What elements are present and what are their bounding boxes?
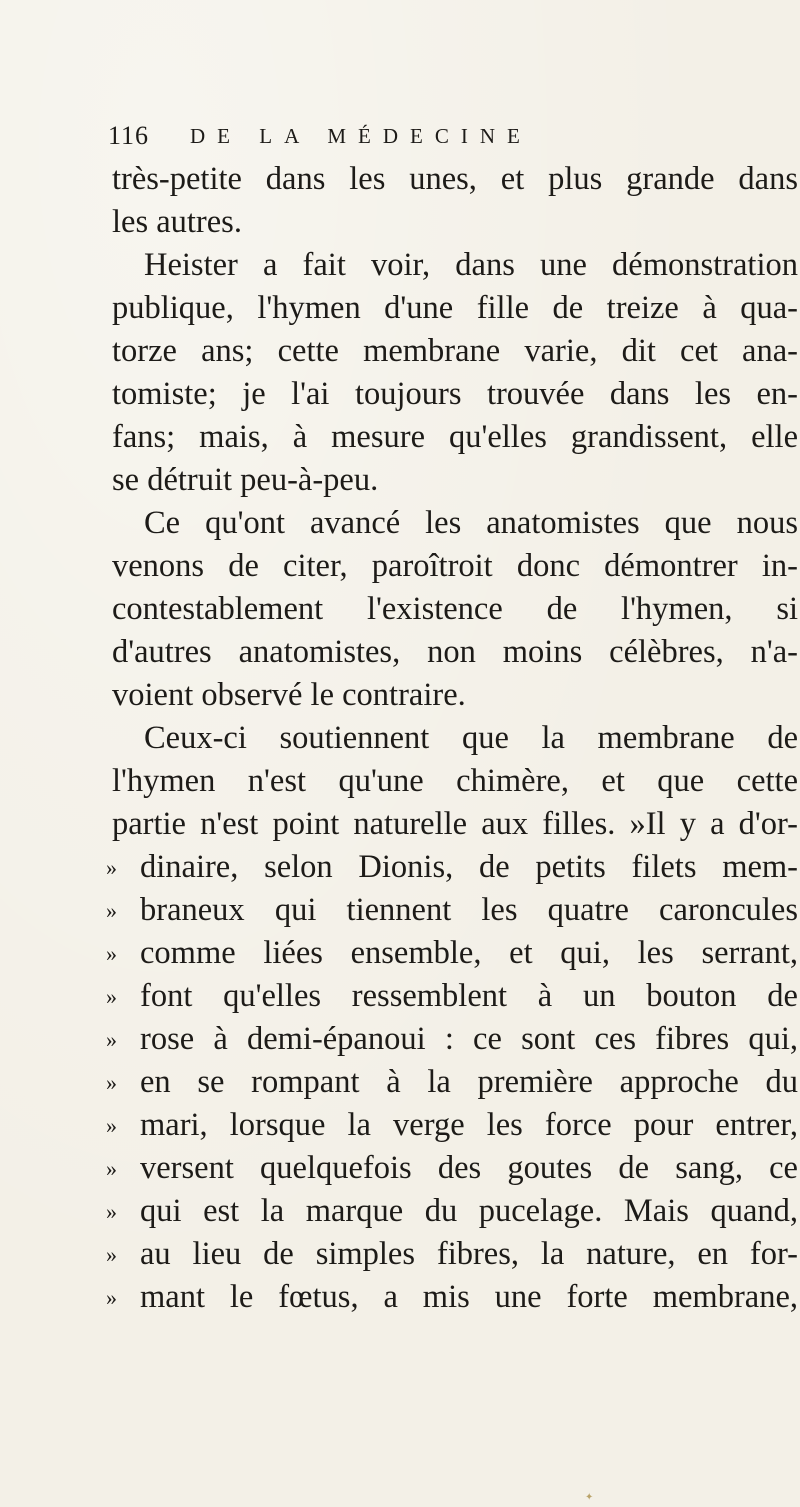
quotation-mark: »	[106, 1199, 117, 1224]
text-line	[112, 287, 798, 330]
text-line	[112, 201, 798, 244]
text-line	[112, 760, 798, 803]
text-line	[112, 459, 798, 502]
text-line	[112, 373, 798, 416]
text-line	[112, 545, 798, 588]
text-line	[112, 416, 798, 459]
page-number: 116	[108, 121, 150, 150]
ink-speck: ✦	[585, 1492, 594, 1503]
quotation-mark: »	[106, 984, 117, 1009]
text-line	[106, 975, 798, 1018]
line-text: en se rompant à la première approche du	[140, 1064, 798, 1100]
quotation-mark: »	[106, 1113, 117, 1138]
text-line	[106, 889, 798, 932]
text-line	[106, 1018, 798, 1061]
line-text: tomiste; je l'ai toujours trouvée dans les en-	[112, 376, 798, 412]
text-line	[106, 1190, 798, 1233]
line-text: comme liées ensemble, et qui, les serrant,	[140, 935, 798, 971]
line-text: mant le fœtus, a mis une forte membrane,	[140, 1279, 798, 1315]
line-text: contestablement l'existence de l'hymen, si	[112, 591, 798, 627]
text-line	[112, 330, 798, 373]
line-text: fans; mais, à mesure qu'elles grandissent, elle	[112, 419, 798, 455]
quotation-mark: »	[106, 1027, 117, 1052]
text-line	[112, 674, 798, 717]
line-text: au lieu de simples fibres, la nature, en for-	[140, 1236, 798, 1272]
line-text: très-petite dans les unes, et plus grande dans	[112, 161, 798, 197]
page-header	[108, 116, 798, 156]
line-text: se détruit peu-à-peu.	[112, 462, 379, 498]
text-line	[106, 846, 798, 889]
text-line	[106, 932, 798, 975]
line-text: les autres.	[112, 204, 242, 240]
line-text: partie n'est point naturelle aux filles. »Il y a d'or-	[112, 806, 798, 842]
quotation-mark: »	[106, 855, 117, 880]
line-text: rose à demi-épanoui : ce sont ces fibres qui,	[140, 1021, 798, 1057]
line-text: dinaire, selon Dionis, de petits filets mem-	[140, 849, 798, 885]
line-text: braneux qui tiennent les quatre caroncules	[140, 892, 798, 928]
text-line	[106, 1104, 798, 1147]
running-head: DE LA MÉDECINE	[190, 123, 532, 148]
line-text: publique, l'hymen d'une fille de treize à qua-	[112, 290, 798, 326]
line-text: Ce qu'ont avancé les anatomistes que nous	[144, 505, 798, 541]
quotation-mark: »	[106, 898, 117, 923]
line-text: font qu'elles ressemblent à un bouton de	[140, 978, 798, 1014]
text-line	[112, 803, 798, 846]
body-text	[106, 158, 798, 1319]
text-line	[112, 158, 798, 201]
line-text: torze ans; cette membrane varie, dit cet ana-	[112, 333, 798, 369]
line-text: l'hymen n'est qu'une chimère, et que cette	[112, 763, 798, 799]
text-line	[106, 1233, 798, 1276]
quotation-mark: »	[106, 1285, 117, 1310]
line-text: qui est la marque du pucelage. Mais quand,	[140, 1193, 798, 1229]
line-text: Ceux-ci soutiennent que la membrane de	[144, 720, 798, 756]
quotation-mark: »	[106, 1242, 117, 1267]
line-text: venons de citer, paroîtroit donc démontrer in-	[112, 548, 798, 584]
text-line	[112, 717, 798, 760]
quotation-mark: »	[106, 1156, 117, 1181]
text-line	[112, 631, 798, 674]
line-text: mari, lorsque la verge les force pour entrer,	[140, 1107, 798, 1143]
quotation-mark: »	[106, 1070, 117, 1095]
line-text: Heister a fait voir, dans une démonstration	[144, 247, 798, 283]
text-line	[106, 1147, 798, 1190]
line-text: voient observé le contraire.	[112, 677, 466, 713]
text-line	[112, 244, 798, 287]
quotation-mark: »	[106, 941, 117, 966]
text-line	[112, 502, 798, 545]
text-line	[112, 588, 798, 631]
line-text: versent quelquefois des goutes de sang, ce	[140, 1150, 798, 1186]
text-line	[106, 1061, 798, 1104]
line-text: d'autres anatomistes, non moins célèbres, n'a-	[112, 634, 798, 670]
text-line	[106, 1276, 798, 1319]
